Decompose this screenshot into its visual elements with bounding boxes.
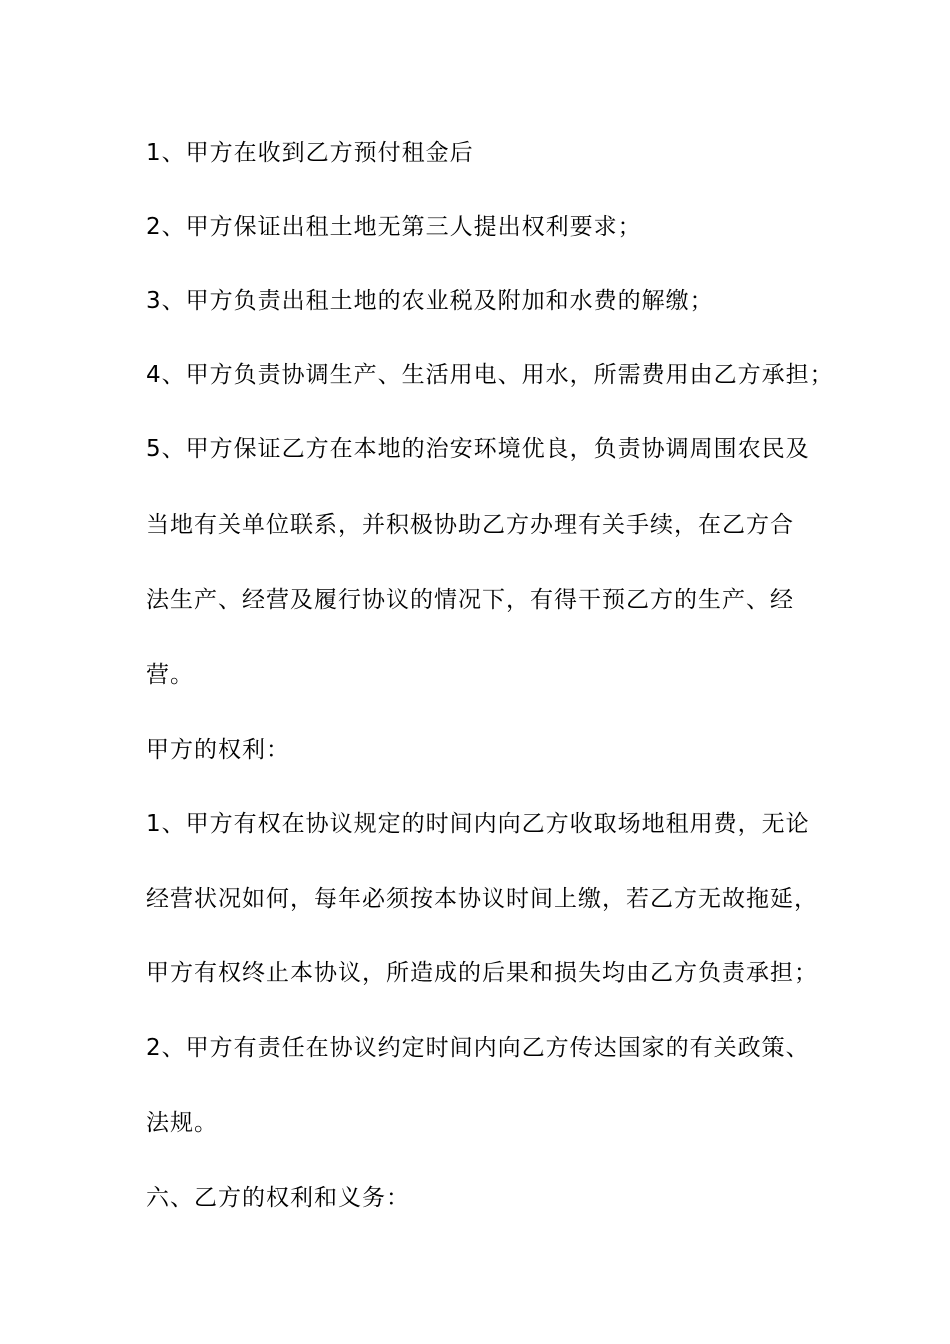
- text-line-4: 4、甲方负责协调生产、生活用电、用水，所需费用由乙方承担；: [146, 362, 834, 388]
- text-line-3: 3、甲方负责出租土地的农业税及附加和水费的解缴；: [146, 288, 714, 314]
- section-heading-party-b-rights: 六、乙方的权利和义务：: [146, 1185, 410, 1211]
- text-line-10: 1、甲方有权在协议规定的时间内向乙方收取场地租用费，无论: [146, 811, 810, 837]
- text-line-13: 2、甲方有责任在协议约定时间内向乙方传达国家的有关政策、: [146, 1035, 810, 1061]
- text-line-6: 当地有关单位联系，并积极协助乙方办理有关手续，在乙方合: [146, 512, 794, 538]
- section-heading-party-a-rights: 甲方的权利：: [146, 737, 290, 763]
- text-line-12: 甲方有权终止本协议，所造成的后果和损失均由乙方负责承担；: [146, 960, 818, 986]
- text-line-1: 1、甲方在收到乙方预付租金后: [146, 140, 474, 166]
- text-line-7: 法生产、经营及履行协议的情况下，有得干预乙方的生产、经: [146, 587, 794, 613]
- text-line-14: 法规。: [146, 1110, 218, 1136]
- text-line-2: 2、甲方保证出租土地无第三人提出权利要求；: [146, 214, 642, 240]
- text-line-11: 经营状况如何，每年必须按本协议时间上缴，若乙方无故拖延，: [146, 886, 818, 912]
- text-line-8: 营。: [146, 662, 194, 688]
- text-line-5: 5、甲方保证乙方在本地的治安环境优良，负责协调周围农民及: [146, 436, 810, 462]
